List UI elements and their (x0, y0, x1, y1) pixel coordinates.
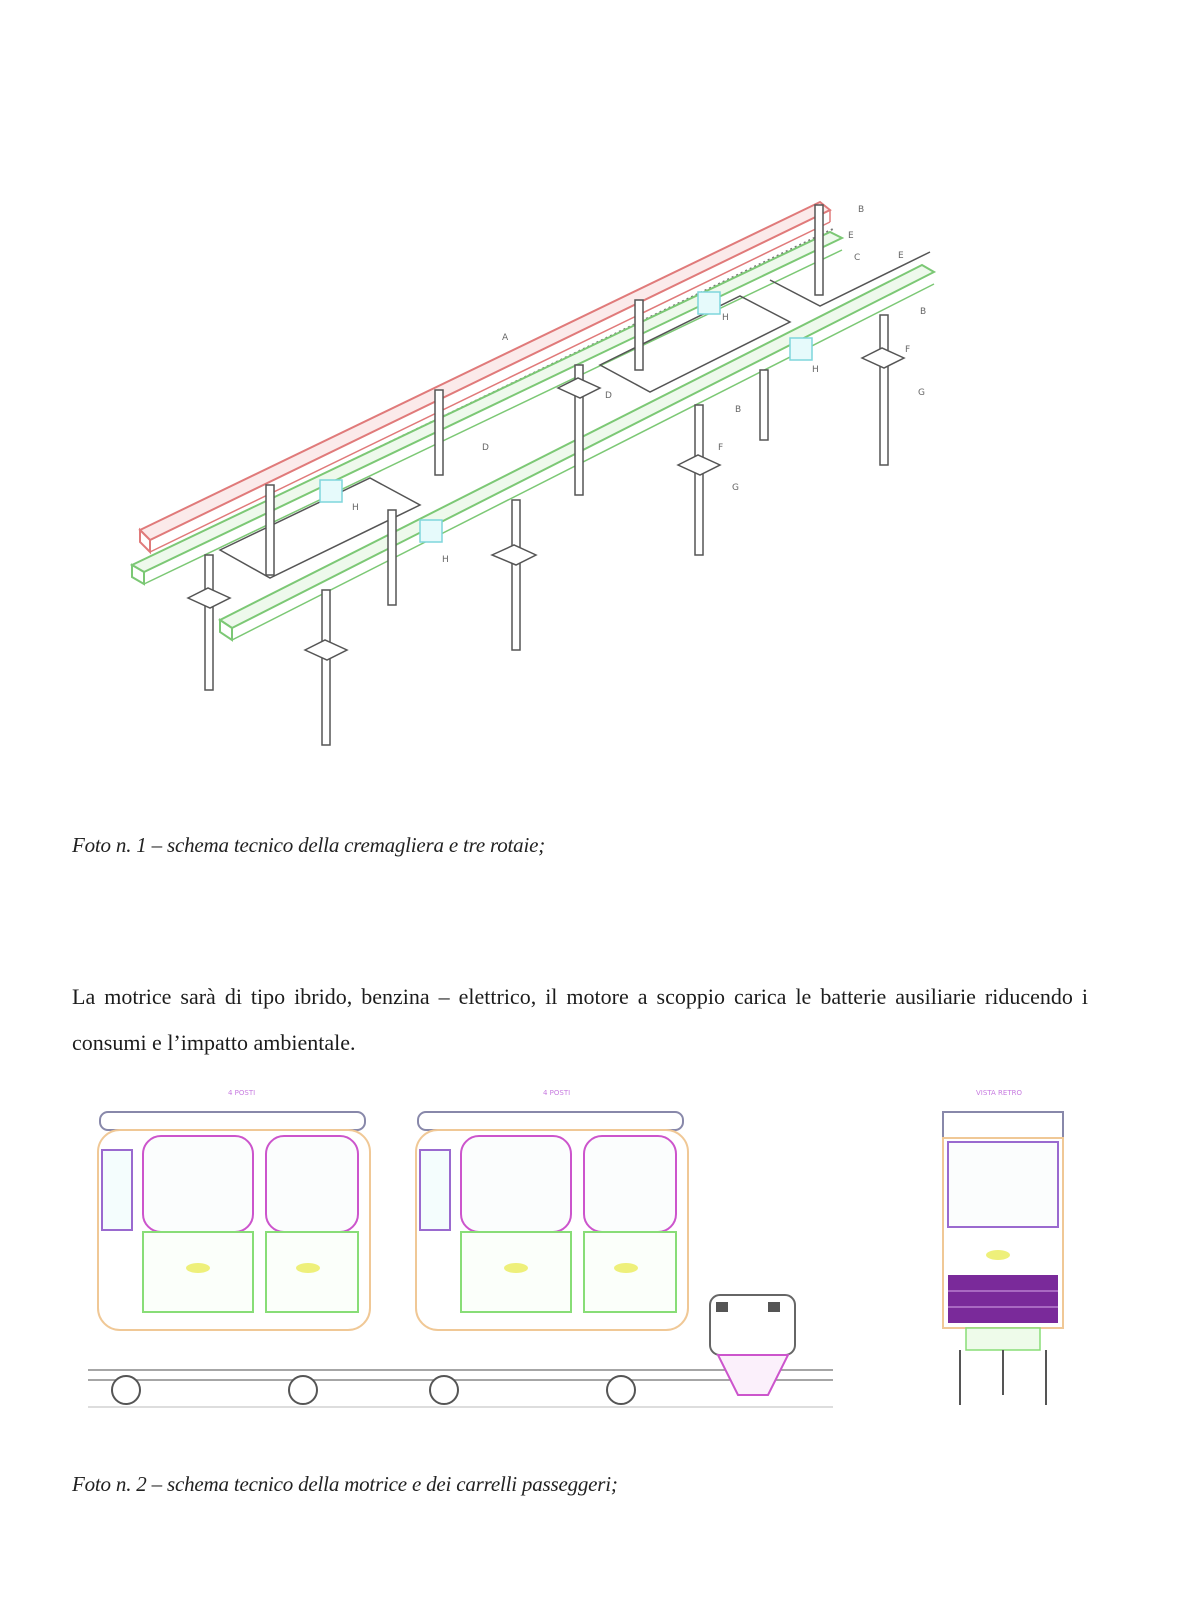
svg-text:F: F (718, 443, 724, 453)
svg-text:C: C (854, 253, 861, 263)
figure-1-caption: Foto n. 1 – schema tecnico della cremagliera e tre rotaie; (72, 833, 546, 857)
svg-text:G: G (918, 388, 925, 398)
car-1-label: 4 POSTI (228, 1089, 256, 1097)
svg-text:H: H (812, 365, 819, 375)
body-paragraph: La motrice sarà di tipo ibrido, benzina – elettrico, il motore a scoppio carica le batterie ausiliarie riducendo i consumi e l’impatto ambientale. (72, 984, 1088, 1055)
svg-text:B: B (858, 205, 865, 215)
svg-text:E: E (898, 251, 904, 261)
figure-rack-and-rails-schematic (130, 180, 960, 760)
svg-text:H: H (442, 555, 449, 565)
svg-text:A: A (502, 333, 509, 343)
passenger-car-2 (416, 1089, 688, 1404)
rack-beam (140, 202, 835, 555)
svg-text:G: G (732, 483, 739, 493)
car-2-label: 4 POSTI (543, 1089, 571, 1097)
rear-view-label: VISTA RETRO (976, 1089, 1022, 1097)
svg-text:H: H (352, 503, 359, 513)
figure-vehicles-schematic (88, 1070, 1098, 1430)
svg-text:E: E (848, 231, 854, 241)
svg-text:D: D (605, 391, 612, 401)
figure-2-caption: Foto n. 2 – schema tecnico della motrice e dei carrelli passeggeri; (72, 1472, 618, 1496)
svg-text:B: B (735, 405, 742, 415)
rear-view (943, 1089, 1063, 1405)
support-posts (188, 205, 904, 745)
svg-text:H: H (722, 313, 729, 323)
svg-text:F: F (905, 345, 911, 355)
vehicles-drawing (88, 1070, 1098, 1430)
track (88, 1370, 833, 1407)
svg-text:D: D (482, 443, 489, 453)
rack-schematic-drawing (130, 180, 960, 760)
passenger-car-1 (98, 1089, 370, 1404)
svg-text:B: B (920, 307, 927, 317)
